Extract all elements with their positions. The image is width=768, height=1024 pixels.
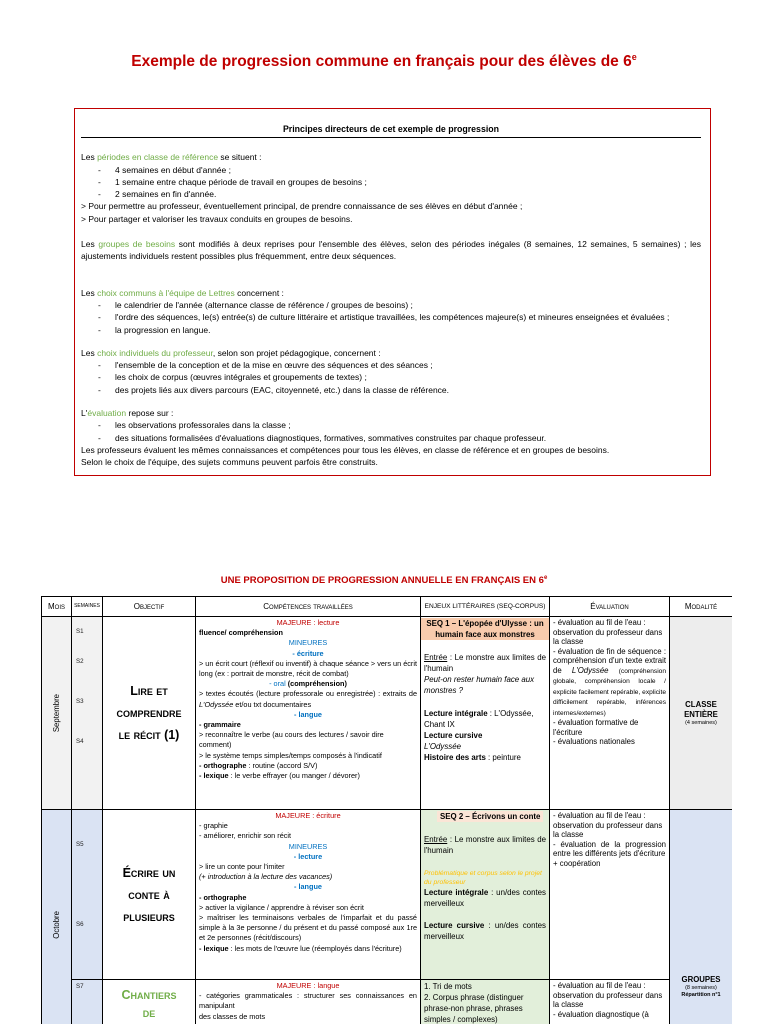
table-header-row <box>42 597 733 617</box>
periodes-section: Les périodes en classe de référence se situent : - 4 semaines en début d'année ; - 1 semaine entre chaque période de travail en groupes de besoins ; - 2 semaines en fin d'année. > Pour permettre au professeur, éventuellement principal, de prendre connaissance de ses élèves en début d'année ; > Pour partager et valoriser les travaux conduits en groupes de besoins. <box>81 151 701 225</box>
week-label: S2 <box>76 658 84 665</box>
weeks-cell <box>72 810 103 980</box>
table-row <box>42 617 733 810</box>
evaluation-cell: - évaluation au fil de l'eau : observation du professeur dans la classe - évaluation de fin de séquence : compréhension d'un texte extrait de L'Odyssée (compréhension globale, compréhension locale / explicite facilement repérable, explicite difficilement repérable, inférences internes/externes) - évaluation formative de l'écriture - évaluations nationales <box>550 617 670 810</box>
list-item: - le calendrier de l'année (alternance classe de référence / groupes de besoins) ; <box>98 299 701 311</box>
modalite-cell: CLASSE ENTIÈRE (4 semaines) <box>670 617 733 810</box>
month-cell: Septembre <box>42 617 72 810</box>
progression-table-wrapper <box>41 596 732 1024</box>
note-line-cut: Selon le choix de l'équipe, des sujets communs peuvent parfois être construits. <box>81 457 378 468</box>
weeks-cell <box>72 617 103 810</box>
note-line: > Pour partager et valoriser les travaux conduits en groupes de besoins. <box>81 213 353 224</box>
header-semaines: SEMAINES <box>72 597 103 617</box>
groupes-section: Les groupes de besoins sont modifiés à deux reprises pour l'ensemble des élèves, selon des périodes inégales (8 semaines, 12 semaines, 5 semaines) ; les ajustements individuels restent possibles plus fréquemment, entre deux séquences. <box>81 239 701 262</box>
evaluation-cell: - évaluation au fil de l'eau : observation du professeur dans la classe - évaluation de la progression entre les différents jets d'écriture + coopération <box>550 810 670 980</box>
objective-cell: Chantiers de <box>103 980 196 1024</box>
list-item: - la progression en langue. <box>98 324 701 336</box>
note-line: > Pour permettre au professeur, éventuellement principal, de prendre connaissance de ses élèves en début d'année ; <box>81 201 523 212</box>
table-row <box>42 810 733 980</box>
week-label: S5 <box>76 841 84 848</box>
enjeux-cell: 1. Tri de mots 2. Corpus phrase (distinguer phrase-non phrase, phrases simples / complexes) <box>421 980 550 1024</box>
evaluation-cell: - évaluation au fil de l'eau : observation du professeur dans la classe - évaluation diagnostique (à <box>550 980 670 1024</box>
term-evaluation: évaluation <box>87 408 127 419</box>
list-item: - 2 semaines en fin d'année. <box>98 188 701 200</box>
evaluation-section: L'évaluation repose sur : - les observations professorales dans la classe ; - des situations formalisées d'évaluations diagnostiques, formatives, sommatives construites par chaque professeur. Les professeurs évaluent les mêmes connaissances et compétences pour tous les élèves, en classe de référence et en groupes de besoins. Selon le choix de l'équipe, des sujets communs peuvent parfois être construits. <box>81 407 701 468</box>
list-item: - des projets liés aux divers parcours (EAC, citoyenneté, etc.) dans la classe de référence. <box>98 384 701 396</box>
choix-individuels-section: Les choix individuels du professeur, selon son projet pédagogique, concernent : - l'ensemble de la conception et de la mise en œuvre des séquences et des séances ; - les choix de corpus (œuvres intégrales et groupements de textes) ; - des projets liés aux divers parcours (EAC, citoyenneté, etc.) dans la classe de référence. <box>81 347 701 396</box>
header-modalite: Modalité <box>670 597 733 617</box>
document-title: Exemple de progression commune en français pour des élèves de 6e <box>131 52 637 71</box>
term-choix-communs: choix communs à l'équipe de Lettres <box>97 287 235 298</box>
week-label: S1 <box>76 628 84 635</box>
competences-cell: MAJEURE : langue - catégories grammaticales : structurer ses connaissances en manipulant des classes de mots <box>196 980 421 1024</box>
header-mois: Mois <box>42 597 72 617</box>
enjeux-cell: SEQ 1 – L'épopée d'Ulysse : un humain face aux monstres Entrée : Le monstre aux limites de l'humain Peut-on rester humain face aux monstres ? Lecture intégrale : L'Odyssée, Chant IX Lecture cursive L'Odyssée Histoire des arts : peinture <box>421 617 550 810</box>
header-evaluation: Évaluation <box>550 597 670 617</box>
term-choix-individuels: choix individuels du professeur <box>97 347 213 358</box>
term-groupes: groupes de besoins <box>98 239 176 250</box>
week-label: S7 <box>76 983 84 990</box>
table-row <box>42 980 733 1024</box>
list-item: - les choix de corpus (œuvres intégrales et groupements de textes) ; <box>98 371 701 383</box>
objective-cell: Lire et comprendre le récit (1) <box>103 617 196 810</box>
list-item: - les observations professorales dans la classe ; <box>98 419 701 431</box>
week-label: S3 <box>76 698 84 705</box>
header-competences: Compétences travaillées <box>196 597 421 617</box>
list-item: - l'ensemble de la conception et de la mise en œuvre des séquences et des séances ; <box>98 359 701 371</box>
principles-box <box>74 108 711 476</box>
header-enjeux: ENJEUX LITTÉRAIRES (SEQ-CORPUS) <box>421 597 550 617</box>
week-label: S4 <box>76 738 84 745</box>
list-item: - 4 semaines en début d'année ; <box>98 164 701 176</box>
list-item: - 1 semaine entre chaque période de travail en groupes de besoins ; <box>98 176 701 188</box>
list-item: - des situations formalisées d'évaluations diagnostiques, formatives, sommatives construites par chaque professeur. <box>98 432 701 444</box>
week-label: S6 <box>76 921 84 928</box>
month-cell: Octobre <box>42 810 72 1024</box>
modalite-cell: GROUPES (8 semaines) Répartition n°1 <box>670 810 733 1024</box>
competences-cell: MAJEURE : écriture - graphie - améliorer, enrichir son récit MINEURES - lecture > lire un conte pour l'imiter (+ introduction à la lecture des vacances) - langue - orthographe > activer la vigilance / apprendre à réviser son écrit > maîtriser les terminaisons verbales de l'imparfait et du passé simple à la 3e personne / du présent et du passé composé aux 1re et 2e personnes (récit/discours) - lexique : les mots de l'œuvre lue (réemployés dans l'écriture) <box>196 810 421 980</box>
header-objectif: Objectif <box>103 597 196 617</box>
objective-cell: Écrire un conte à plusieurs <box>103 810 196 980</box>
principles-heading: Principes directeurs de cet exemple de progression <box>81 123 701 138</box>
list-item: - l'ordre des séquences, le(s) entrée(s) de culture littéraire et artistique travaillées, les compétences majeure(s) et mineures enseignées et évaluées ; <box>98 311 701 323</box>
competences-cell: MAJEURE : lecture fluence/ compréhension MINEURES - écriture > un écrit court (réflexif ou inventif) à chaque séance > vers un écrit long (ex : portrait de monstre, récit de combat) - oral (compréhension) > textes écoutés (lecture professorale ou enregistrée) : extraits de L'Odyssée et/ou txt documentaires - langue - grammaire > reconnaître le verbe (au cours des lectures / savoir dire comment) > le système temps simples/temps composés à l'indicatif - orthographe : routine (accord S/V) - lexique : le verbe effrayer (ou manger / dévorer) <box>196 617 421 810</box>
choix-communs-section: Les choix communs à l'équipe de Lettres concernent : - le calendrier de l'année (alternance classe de référence / groupes de besoins) ; - l'ordre des séquences, le(s) entrée(s) de culture littéraire et artistique travaillées, les compétences majeure(s) et mineures enseignées et évaluées ; - la progression en langue. <box>81 287 701 336</box>
term-periodes: périodes en classe de référence <box>97 152 219 163</box>
note-line: Les professeurs évaluent les mêmes connaissances et compétences pour tous les élèves, en classe de référence et en groupes de besoins. <box>81 444 610 455</box>
weeks-cell <box>72 980 103 1024</box>
progression-table <box>41 596 732 1024</box>
table-title: UNE PROPOSITION DE PROGRESSION ANNUELLE EN FRANÇAIS EN 6e <box>220 575 548 587</box>
enjeux-cell: SEQ 2 – Écrivons un conte Entrée : Le monstre aux limites de l'humain Problématique et corpus selon le projet du professeur Lecture intégrale : un/des contes merveilleux Lecture cursive : un/des contes merveilleux <box>421 810 550 980</box>
sequence-title: SEQ 1 – L'épopée d'Ulysse : un humain face aux monstres <box>421 618 549 640</box>
sequence-title: SEQ 2 – Écrivons un conte <box>437 811 543 822</box>
